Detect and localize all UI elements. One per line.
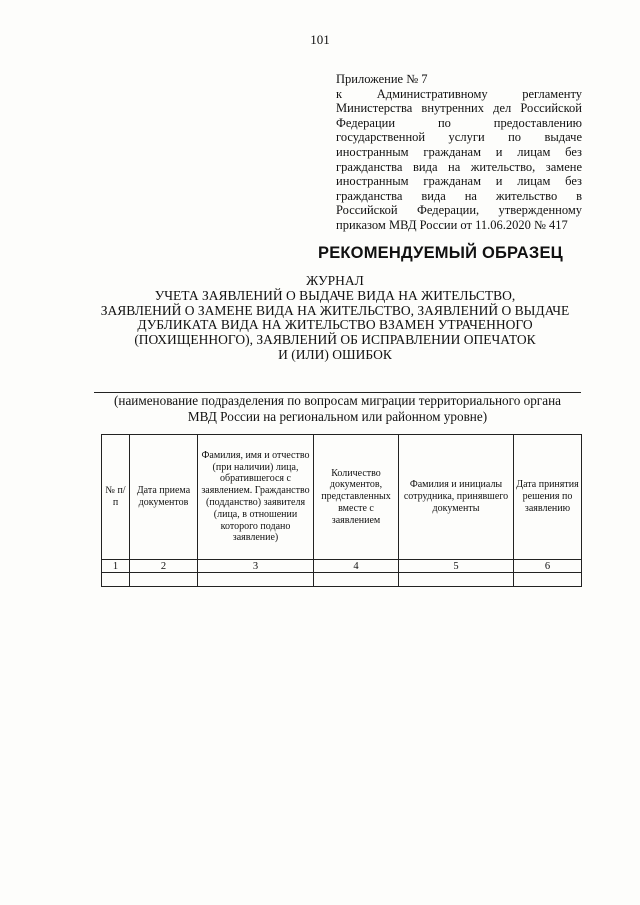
appendix-line: иностранным гражданам и лицам без <box>336 174 582 189</box>
column-number-cell: 1 <box>102 560 130 573</box>
appendix-line: гражданства вида на жительство, замене <box>336 159 582 174</box>
column-number-cell: 3 <box>198 560 314 573</box>
header-cell: № п/п <box>102 435 130 560</box>
empty-cell <box>130 573 198 587</box>
appendix-line: Министерства внутренних дел Российской <box>336 101 582 116</box>
column-number-cell: 5 <box>399 560 514 573</box>
journal-title-line: И (ИЛИ) ОШИБОК <box>278 346 392 362</box>
journal-title-line: ЖУРНАЛ <box>306 273 364 288</box>
page-number: 101 <box>310 32 330 47</box>
appendix-line: иностранным гражданам и лицам без <box>336 144 582 159</box>
table-header-row <box>102 435 582 560</box>
appendix-line: Федерации по предоставлению <box>336 115 582 130</box>
empty-cell <box>314 573 399 587</box>
appendix-block <box>336 72 582 233</box>
sample-heading: РЕКОМЕНДУЕМЫЙ ОБРАЗЕЦ <box>318 244 563 262</box>
appendix-line: Приложение № 7 <box>336 72 428 86</box>
journal-title-line: (ПОХИЩЕННОГО), ЗАЯВЛЕНИЙ ОБ ИСПРАВЛЕНИИ ОПЕЧАТОК <box>134 332 536 348</box>
column-number-cell: 4 <box>314 560 399 573</box>
column-number-row <box>102 560 582 573</box>
journal-title-line: УЧЕТА ЗАЯВЛЕНИЙ О ВЫДАЧЕ ВИДА НА ЖИТЕЛЬСТВО, <box>154 287 516 303</box>
journal-table <box>101 434 582 587</box>
empty-cell <box>198 573 314 587</box>
appendix-line: к Административному регламенту <box>336 86 582 101</box>
header-cell: Дата принятия решения по заявлению <box>514 435 582 560</box>
empty-cell <box>514 573 582 587</box>
column-number-cell: 6 <box>514 560 582 573</box>
appendix-line: государственной услуги по выдаче <box>336 130 582 145</box>
appendix-line: приказом МВД России от 11.06.2020 № 417 <box>336 217 568 232</box>
header-cell: Фамилия и инициалы сотрудника, принявшего документы <box>399 435 514 560</box>
empty-cell <box>399 573 514 587</box>
appendix-line: гражданства вида на жительство в <box>336 188 582 203</box>
journal-title-line: ЗАЯВЛЕНИЙ О ЗАМЕНЕ ВИДА НА ЖИТЕЛЬСТВО, ЗАЯВЛЕНИЙ О ВЫДАЧЕ <box>100 302 570 318</box>
column-number-cell: 2 <box>130 560 198 573</box>
appendix-line: Российской Федерации, утвержденному <box>336 203 582 218</box>
journal-title-line: ДУБЛИКАТА ВИДА НА ЖИТЕЛЬСТВО ВЗАМЕН УТРАЧЕННОГО <box>137 317 533 333</box>
org-caption-line: МВД России на региональном или районном уровне) <box>187 408 488 424</box>
header-cell: Дата приема документов <box>130 435 198 560</box>
org-name-caption <box>94 393 581 425</box>
journal-title <box>100 274 570 363</box>
empty-cell <box>102 573 130 587</box>
header-cell: Количество документов, представленных вместе с заявлением <box>314 435 399 560</box>
empty-table-row <box>102 573 582 587</box>
header-cell: Фамилия, имя и отчество (при наличии) лица, обратившегося с заявлением. Гражданство (подданство) заявителя (лица, в отношении которого подано заявление) <box>198 435 314 560</box>
org-caption-line: (наименование подразделения по вопросам миграции территориального органа <box>114 393 561 408</box>
